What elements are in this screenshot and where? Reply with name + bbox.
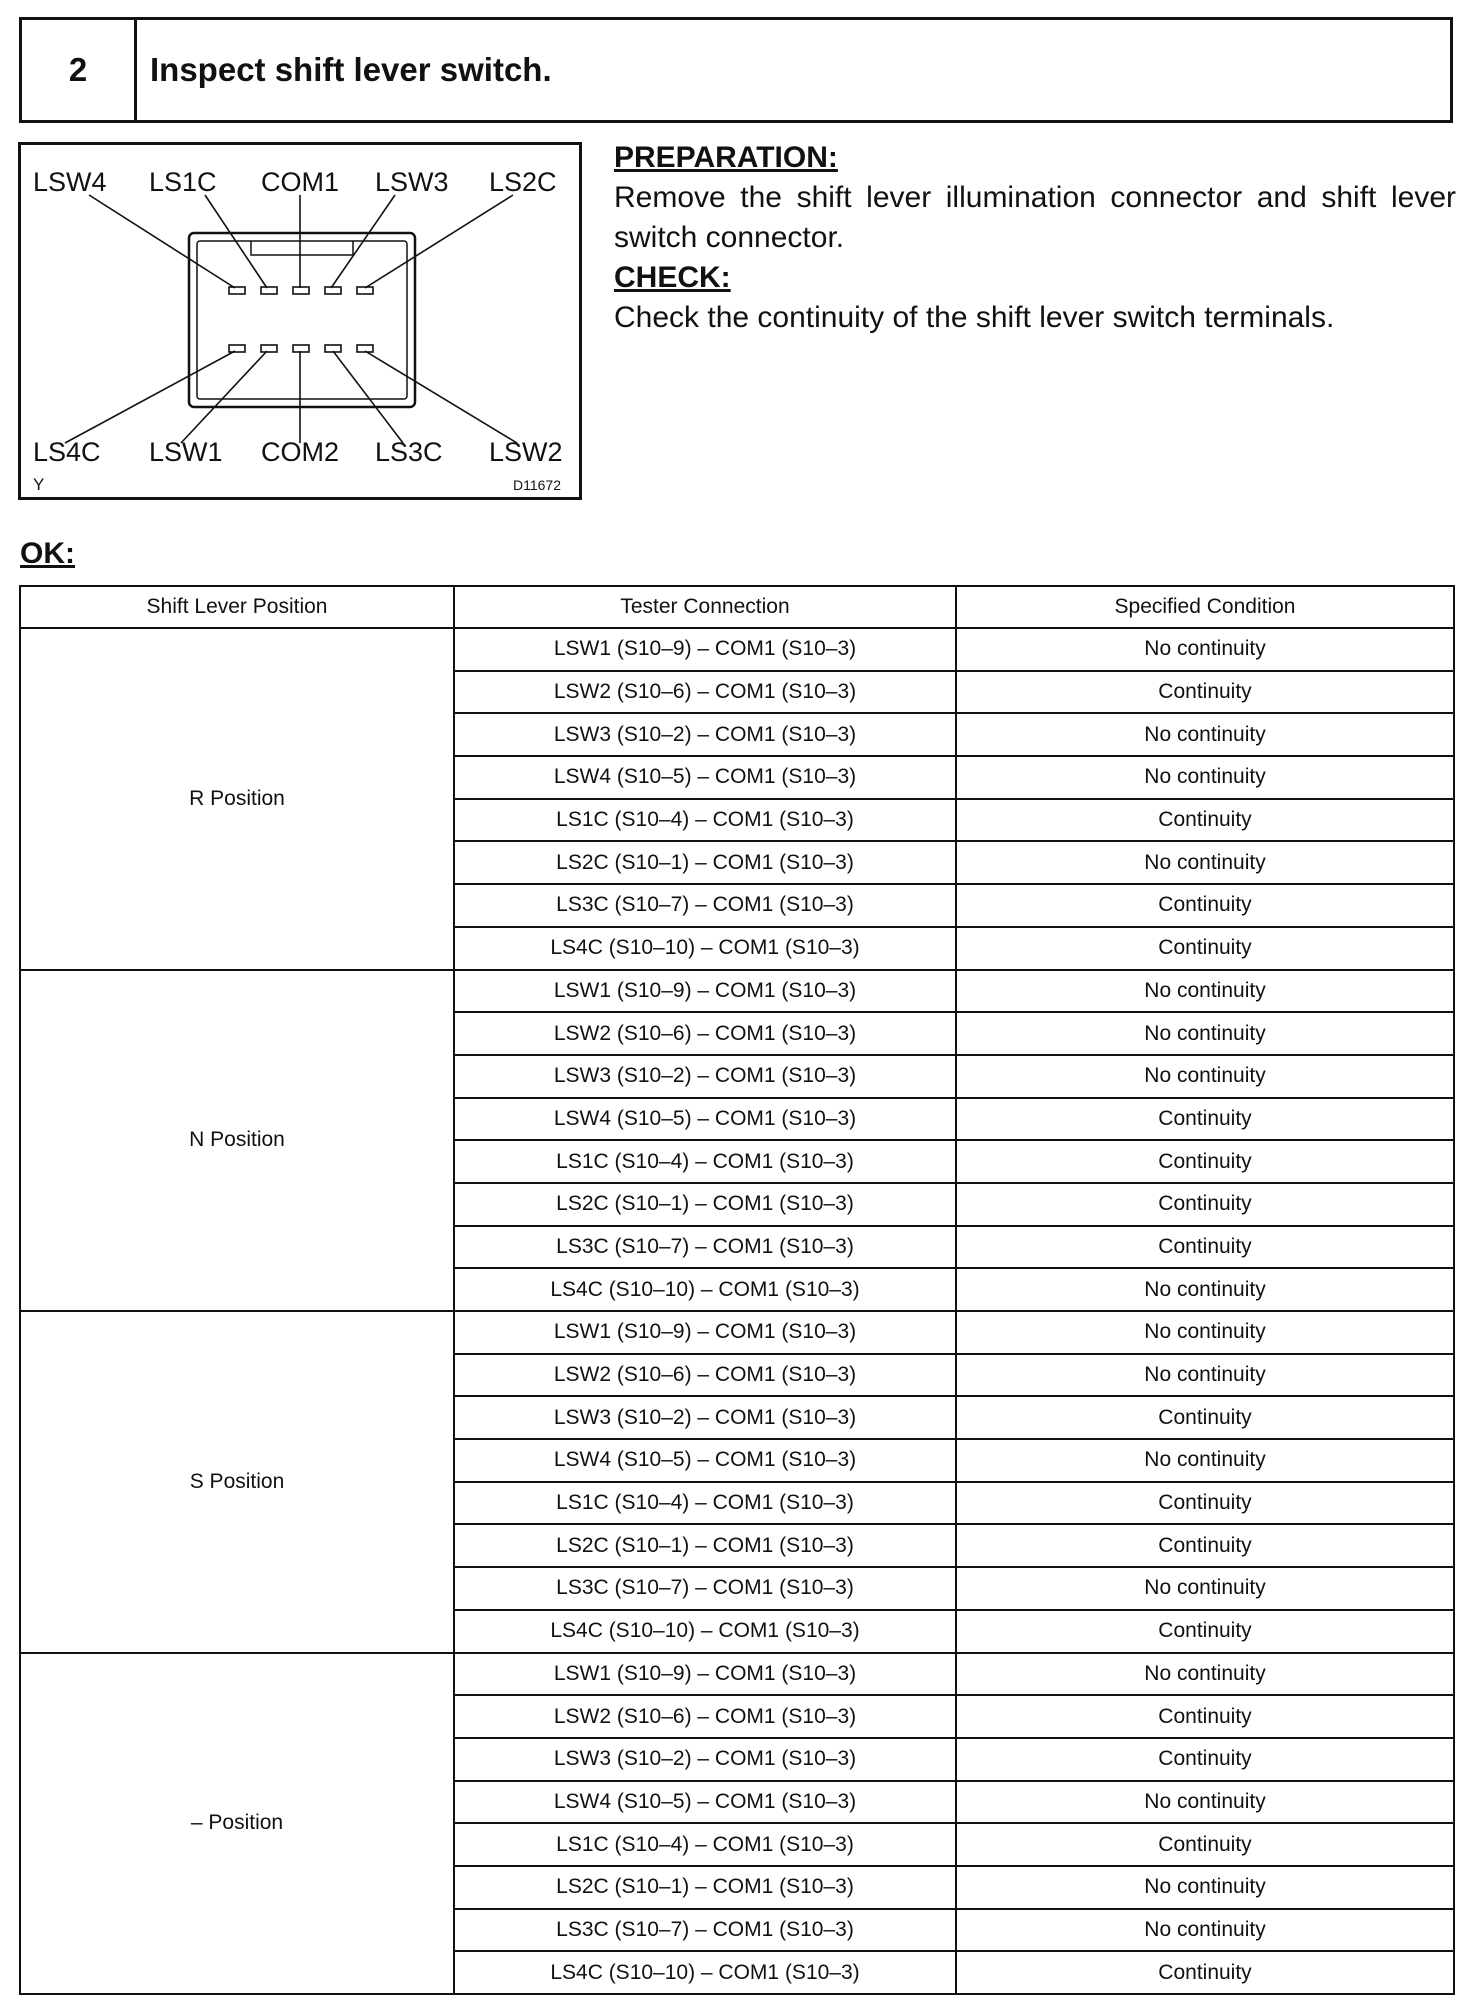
specified-condition-cell: No continuity	[956, 628, 1454, 671]
table-row	[20, 628, 1454, 671]
step-header	[19, 17, 1453, 123]
tester-connection-cell: LS2C (S10–1) – COM1 (S10–3)	[454, 1866, 956, 1909]
label-ls1c: LS1C	[149, 167, 217, 197]
specified-condition-cell: Continuity	[956, 1823, 1454, 1866]
tester-connection-cell: LSW3 (S10–2) – COM1 (S10–3)	[454, 713, 956, 756]
tester-connection-cell: LSW2 (S10–6) – COM1 (S10–3)	[454, 1012, 956, 1055]
specified-condition-cell: Continuity	[956, 799, 1454, 842]
specified-condition-cell: Continuity	[956, 1951, 1454, 1994]
tester-connection-cell: LSW3 (S10–2) – COM1 (S10–3)	[454, 1055, 956, 1098]
specified-condition-cell: No continuity	[956, 1354, 1454, 1397]
table-row	[20, 1311, 1454, 1354]
tester-connection-cell: LS4C (S10–10) – COM1 (S10–3)	[454, 927, 956, 970]
shift-lever-position-cell: N Position	[20, 970, 454, 1312]
tester-connection-cell: LSW2 (S10–6) – COM1 (S10–3)	[454, 671, 956, 714]
specified-condition-cell: Continuity	[956, 1098, 1454, 1141]
tester-connection-cell: LS3C (S10–7) – COM1 (S10–3)	[454, 884, 956, 927]
specified-condition-cell: No continuity	[956, 1055, 1454, 1098]
specified-condition-cell: No continuity	[956, 970, 1454, 1013]
tester-connection-cell: LSW4 (S10–5) – COM1 (S10–3)	[454, 1098, 956, 1141]
tester-connection-cell: LS1C (S10–4) – COM1 (S10–3)	[454, 1823, 956, 1866]
specified-condition-cell: Continuity	[956, 927, 1454, 970]
specified-condition-cell: Continuity	[956, 1140, 1454, 1183]
shift-lever-position-cell: R Position	[20, 628, 454, 970]
specified-condition-cell: No continuity	[956, 756, 1454, 799]
label-com1: COM1	[261, 167, 340, 197]
tester-connection-cell: LS3C (S10–7) – COM1 (S10–3)	[454, 1567, 956, 1610]
specified-condition-cell: No continuity	[956, 1268, 1454, 1311]
specified-condition-cell: No continuity	[956, 1311, 1454, 1354]
label-lsw2: LSW2	[489, 437, 563, 467]
tester-connection-cell: LSW3 (S10–2) – COM1 (S10–3)	[454, 1738, 956, 1781]
specified-condition-cell: No continuity	[956, 1012, 1454, 1055]
tester-connection-cell: LS1C (S10–4) – COM1 (S10–3)	[454, 1482, 956, 1525]
tester-connection-cell: LSW2 (S10–6) – COM1 (S10–3)	[454, 1695, 956, 1738]
specified-condition-cell: Continuity	[956, 1738, 1454, 1781]
tester-connection-cell: LSW4 (S10–5) – COM1 (S10–3)	[454, 1781, 956, 1824]
tester-connection-cell: LSW1 (S10–9) – COM1 (S10–3)	[454, 1311, 956, 1354]
specified-condition-cell: No continuity	[956, 841, 1454, 884]
specified-condition-cell: No continuity	[956, 1909, 1454, 1952]
specified-condition-cell: No continuity	[956, 1781, 1454, 1824]
connector-drawing	[21, 145, 579, 497]
table-body	[20, 628, 1454, 1994]
step-title: Inspect shift lever switch.	[150, 51, 552, 88]
tester-connection-cell: LSW4 (S10–5) – COM1 (S10–3)	[454, 1439, 956, 1482]
specified-condition-cell: No continuity	[956, 1439, 1454, 1482]
ok-label: OK:	[20, 537, 75, 570]
label-lsw4: LSW4	[33, 167, 107, 197]
shift-lever-position-cell: S Position	[20, 1311, 454, 1653]
step-number: 2	[22, 20, 137, 120]
tester-connection-cell: LS4C (S10–10) – COM1 (S10–3)	[454, 1951, 956, 1994]
tester-connection-cell: LSW1 (S10–9) – COM1 (S10–3)	[454, 970, 956, 1013]
tester-connection-cell: LS4C (S10–10) – COM1 (S10–3)	[454, 1268, 956, 1311]
check-text: Check the continuity of the shift lever switch terminals.	[614, 301, 1335, 334]
table-row	[20, 1653, 1454, 1696]
tester-connection-cell: LS3C (S10–7) – COM1 (S10–3)	[454, 1226, 956, 1269]
specified-condition-cell: Continuity	[956, 1524, 1454, 1567]
tester-connection-cell: LS4C (S10–10) – COM1 (S10–3)	[454, 1610, 956, 1653]
connector-diagram	[18, 142, 582, 500]
continuity-table	[19, 585, 1455, 1995]
specified-condition-cell: Continuity	[956, 1610, 1454, 1653]
specified-condition-cell: No continuity	[956, 1653, 1454, 1696]
specified-condition-cell: Continuity	[956, 1183, 1454, 1226]
label-lsw3: LSW3	[375, 167, 449, 197]
specified-condition-cell: Continuity	[956, 1482, 1454, 1525]
label-ls3c: LS3C	[375, 437, 443, 467]
tester-connection-cell: LS3C (S10–7) – COM1 (S10–3)	[454, 1909, 956, 1952]
table-row	[20, 970, 1454, 1013]
specified-condition-cell: Continuity	[956, 671, 1454, 714]
tester-connection-cell: LS1C (S10–4) – COM1 (S10–3)	[454, 799, 956, 842]
label-ls4c: LS4C	[33, 437, 101, 467]
label-com2: COM2	[261, 437, 340, 467]
tester-connection-cell: LSW1 (S10–9) – COM1 (S10–3)	[454, 628, 956, 671]
header-specified-condition: Specified Condition	[956, 586, 1454, 628]
preparation-text: Remove the shift lever illumination connector and shift lever switch connector.	[614, 181, 1456, 254]
header-shift-lever-position: Shift Lever Position	[20, 586, 454, 628]
tester-connection-cell: LS2C (S10–1) – COM1 (S10–3)	[454, 1524, 956, 1567]
specified-condition-cell: Continuity	[956, 884, 1454, 927]
label-ls2c: LS2C	[489, 167, 557, 197]
preparation-heading: PREPARATION:	[614, 141, 838, 174]
tester-connection-cell: LSW1 (S10–9) – COM1 (S10–3)	[454, 1653, 956, 1696]
figure-code: D11672	[513, 477, 562, 493]
tester-connection-cell: LSW4 (S10–5) – COM1 (S10–3)	[454, 756, 956, 799]
check-heading: CHECK:	[614, 261, 731, 294]
specified-condition-cell: Continuity	[956, 1695, 1454, 1738]
tester-connection-cell: LSW2 (S10–6) – COM1 (S10–3)	[454, 1354, 956, 1397]
shift-lever-position-cell: – Position	[20, 1653, 454, 1995]
specified-condition-cell: No continuity	[956, 1567, 1454, 1610]
header-tester-connection: Tester Connection	[454, 586, 956, 628]
tester-connection-cell: LS1C (S10–4) – COM1 (S10–3)	[454, 1140, 956, 1183]
tester-connection-cell: LS2C (S10–1) – COM1 (S10–3)	[454, 1183, 956, 1226]
specified-condition-cell: Continuity	[956, 1226, 1454, 1269]
specified-condition-cell: No continuity	[956, 1866, 1454, 1909]
specified-condition-cell: Continuity	[956, 1396, 1454, 1439]
label-lsw1: LSW1	[149, 437, 223, 467]
tester-connection-cell: LSW3 (S10–2) – COM1 (S10–3)	[454, 1396, 956, 1439]
tester-connection-cell: LS2C (S10–1) – COM1 (S10–3)	[454, 841, 956, 884]
figure-corner-mark: Y	[33, 475, 45, 494]
specified-condition-cell: No continuity	[956, 713, 1454, 756]
instructions	[614, 138, 1456, 338]
table-header-row	[20, 586, 1454, 628]
